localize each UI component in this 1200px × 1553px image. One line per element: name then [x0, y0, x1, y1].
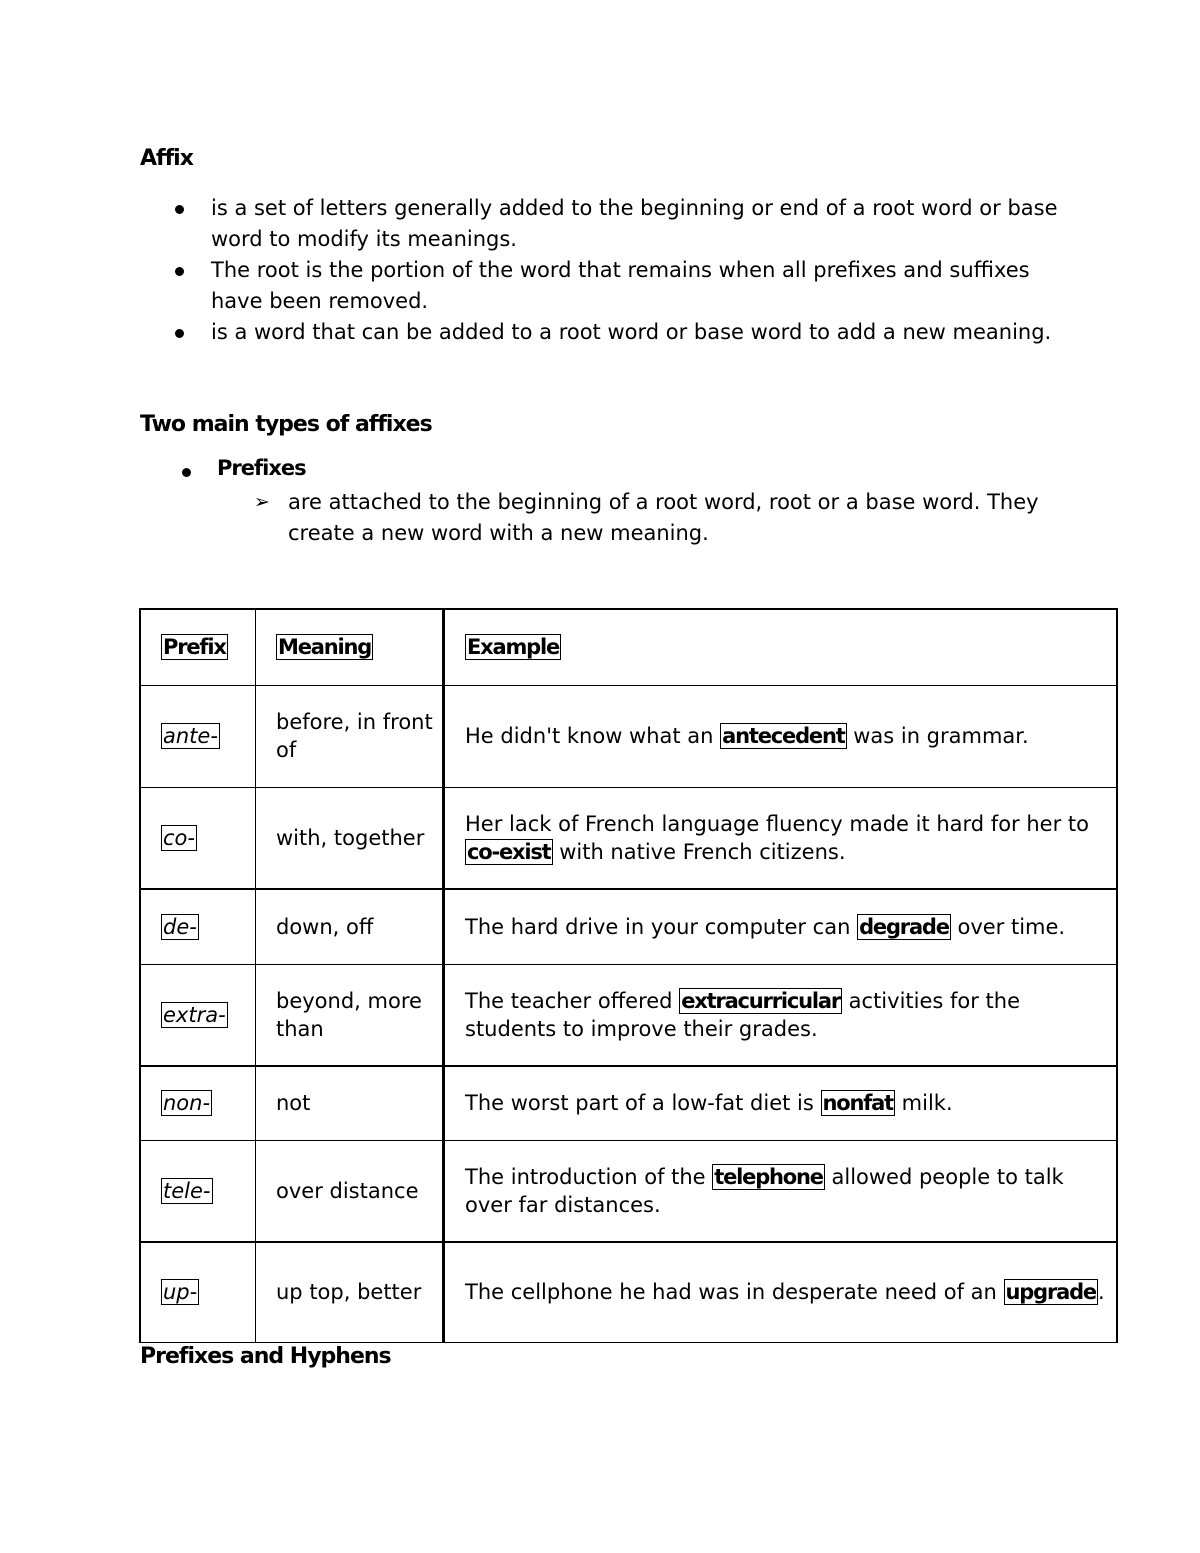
table-row	[140, 1242, 1117, 1342]
definition-text: is a set of letters generally added to the beginning or end of a root word or base word to modify its meanings.	[211, 196, 1058, 251]
example-text: The teacher offered	[465, 988, 680, 1013]
meaning-cell: not	[256, 1066, 444, 1140]
definition-text: The root is the portion of the word that remains when all prefixes and suffixes have been removed.	[211, 258, 1030, 313]
prefix-word: non-	[163, 1091, 211, 1116]
header-example: Example	[467, 635, 560, 660]
example-word: extracurricular	[681, 988, 840, 1013]
types-heading: Two main types of affixes	[140, 412, 432, 437]
example-text: over time.	[950, 914, 1066, 939]
header-prefix: Prefix	[163, 635, 226, 660]
example-word: degrade	[859, 914, 949, 939]
header-cell	[256, 609, 444, 685]
table-row	[140, 889, 1117, 964]
definition-item	[172, 193, 1072, 255]
prefix-cell	[140, 787, 256, 889]
meaning-cell: up top, better	[256, 1242, 444, 1342]
header-cell	[444, 609, 1118, 685]
example-text: The introduction of the	[465, 1164, 713, 1189]
header-meaning: Meaning	[278, 635, 372, 660]
meaning-cell: over distance	[256, 1140, 444, 1242]
definition-text: is a word that can be added to a root word or base word to add a new meaning.	[211, 320, 1052, 344]
table-row	[140, 787, 1117, 889]
meaning-cell: beyond, more than	[256, 964, 444, 1066]
example-cell	[444, 1140, 1118, 1242]
example-cell	[444, 1066, 1118, 1140]
prefixes-description-item	[254, 487, 1044, 549]
prefix-table	[139, 608, 1118, 1343]
prefix-word: ante-	[163, 724, 218, 748]
example-cell	[444, 787, 1118, 889]
prefix-word: tele-	[163, 1178, 211, 1203]
example-text: with native French citizens.	[552, 839, 846, 864]
bullet-icon	[175, 267, 184, 276]
example-word: nonfat	[822, 1091, 893, 1116]
header-cell	[140, 609, 256, 685]
prefixes-hyphens-heading: Prefixes and Hyphens	[140, 1344, 391, 1369]
meaning-cell: with, together	[256, 787, 444, 889]
prefix-word: up-	[163, 1280, 198, 1305]
prefixes-label: Prefixes	[217, 456, 306, 480]
meaning-cell: before, in front of	[256, 685, 444, 787]
meaning-cell: down, off	[256, 889, 444, 964]
table-row	[140, 964, 1117, 1066]
example-text: activities for the students to improve their grades.	[465, 988, 1021, 1041]
prefix-cell	[140, 1140, 256, 1242]
prefixes-description: are attached to the beginning of a root word, root or a base word. They create a new word with a new meaning.	[288, 490, 1039, 545]
example-text: was in grammar.	[846, 724, 1029, 748]
example-word: co-exist	[467, 839, 551, 864]
prefix-cell	[140, 685, 256, 787]
example-cell	[444, 964, 1118, 1066]
example-text: The worst part of a low-fat diet is	[465, 1091, 821, 1116]
prefixes-bullet	[182, 456, 306, 480]
prefix-word: de-	[163, 914, 197, 939]
table-row	[140, 1066, 1117, 1140]
prefix-cell	[140, 1066, 256, 1140]
prefix-word: co-	[163, 825, 195, 850]
example-cell	[444, 1242, 1118, 1342]
definition-item	[172, 317, 1072, 348]
bullet-icon	[175, 205, 184, 214]
example-text: Her lack of French language fluency made it hard for her to	[465, 811, 1089, 836]
prefix-word: extra-	[163, 1002, 226, 1027]
prefix-cell	[140, 889, 256, 964]
example-text: milk.	[894, 1091, 953, 1116]
prefix-cell	[140, 1242, 256, 1342]
table-row	[140, 1140, 1117, 1242]
prefix-cell	[140, 964, 256, 1066]
bullet-icon	[175, 329, 184, 338]
example-text: .	[1097, 1280, 1105, 1305]
example-word: telephone	[714, 1164, 823, 1189]
example-text: The hard drive in your computer can	[465, 914, 858, 939]
bullet-icon	[182, 468, 191, 477]
example-text: allowed people to talk over far distances.	[465, 1164, 1064, 1217]
example-cell	[444, 889, 1118, 964]
table-header-row	[140, 609, 1117, 685]
table-row	[140, 685, 1117, 787]
example-text: He didn't know what an	[465, 724, 721, 748]
example-cell	[444, 685, 1118, 787]
example-word: upgrade	[1005, 1280, 1096, 1305]
definition-list	[172, 193, 1072, 348]
affix-heading: Affix	[140, 146, 193, 171]
example-word: antecedent	[722, 724, 845, 748]
definition-item	[172, 255, 1072, 317]
arrow-bullet-icon: ➢	[254, 491, 270, 513]
example-text: The cellphone he had was in desperate need of an	[465, 1280, 1004, 1305]
